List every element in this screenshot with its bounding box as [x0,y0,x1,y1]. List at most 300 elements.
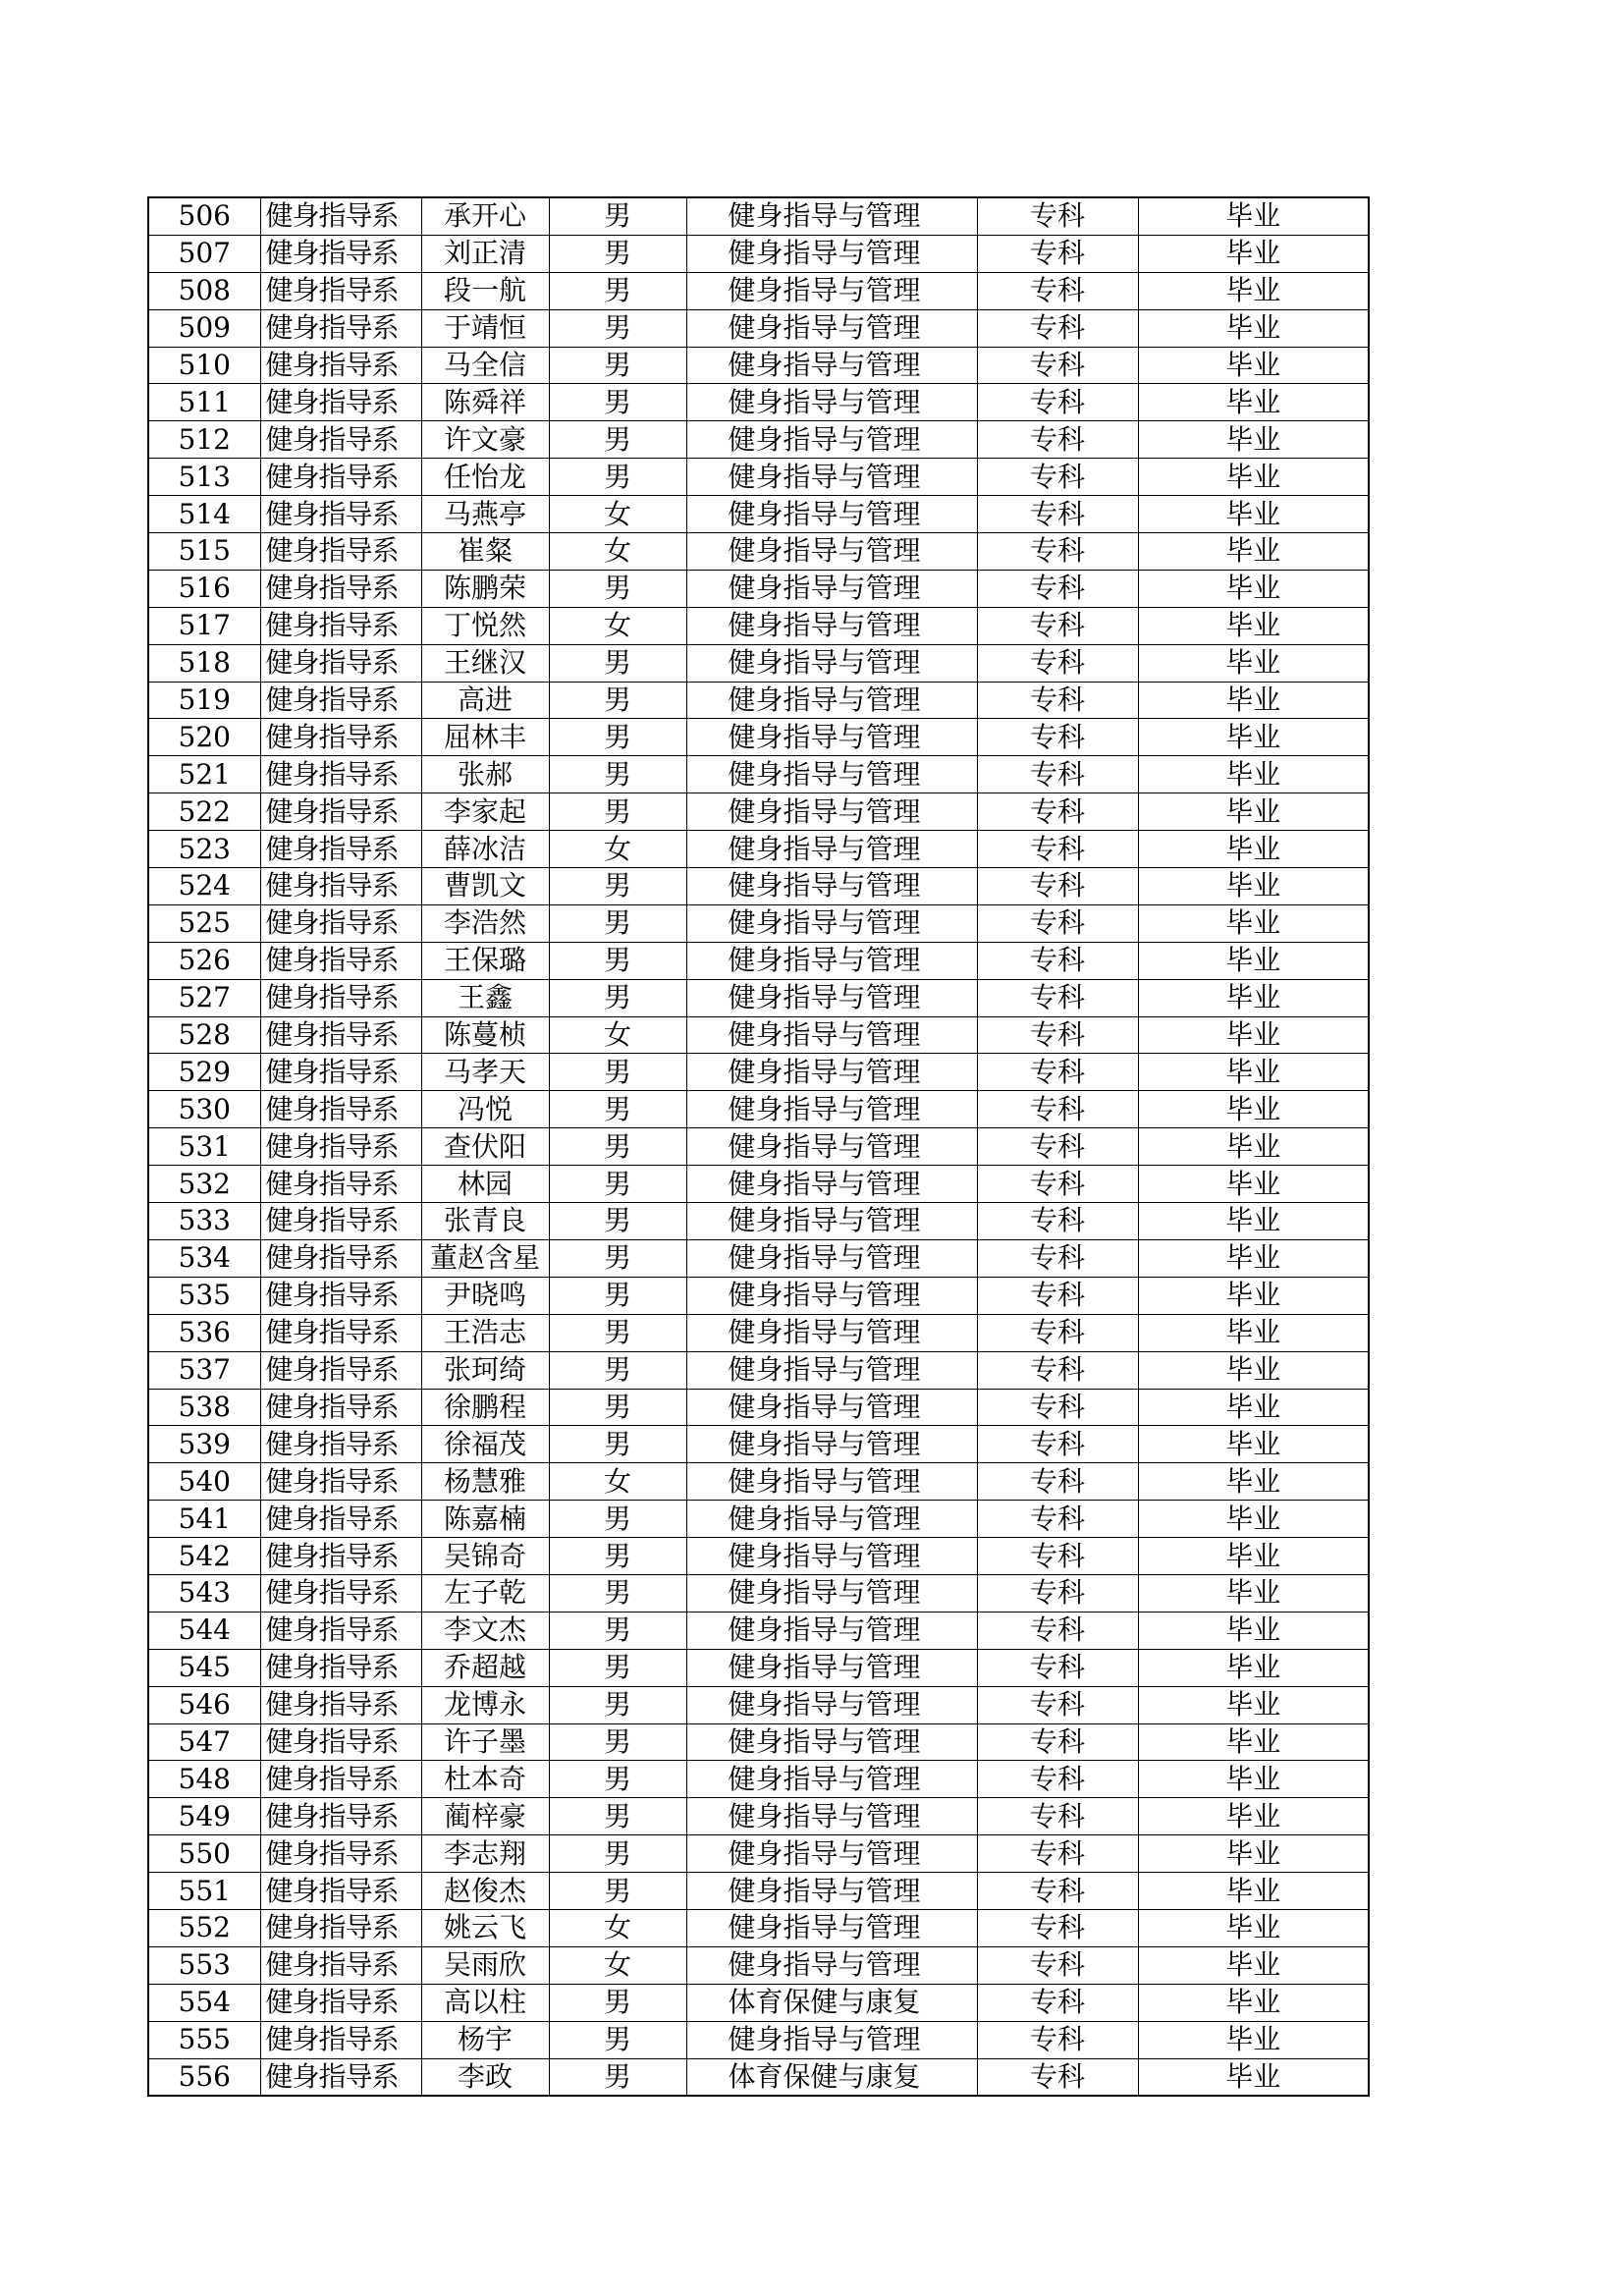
gender-cell: 男 [549,570,686,607]
table-row [148,1203,1369,1240]
table-row [148,682,1369,719]
level-cell: 专科 [977,1091,1138,1128]
status-cell: 毕业 [1138,1203,1369,1240]
row-number-cell: 549 [148,1798,260,1835]
status-cell: 毕业 [1138,1761,1369,1798]
major-cell: 健身指导与管理 [686,607,977,644]
major-cell: 健身指导与管理 [686,384,977,421]
row-number-cell: 517 [148,607,260,644]
major-cell: 健身指导与管理 [686,1723,977,1761]
student-name-cell: 王鑫 [421,979,549,1016]
level-cell: 专科 [977,1984,1138,2021]
gender-cell: 男 [549,1538,686,1575]
gender-cell: 男 [549,1761,686,1798]
row-number-cell: 556 [148,2058,260,2096]
level-cell: 专科 [977,942,1138,979]
table-row [148,1389,1369,1426]
major-cell: 健身指导与管理 [686,347,977,384]
table-row [148,756,1369,793]
level-cell: 专科 [977,421,1138,459]
status-cell: 毕业 [1138,904,1369,942]
level-cell: 专科 [977,1835,1138,1873]
major-cell: 健身指导与管理 [686,942,977,979]
level-cell: 专科 [977,831,1138,868]
row-number-cell: 534 [148,1239,260,1277]
department-cell: 健身指导系 [260,570,421,607]
gender-cell: 女 [549,496,686,533]
row-number-cell: 526 [148,942,260,979]
department-cell: 健身指导系 [260,793,421,831]
major-cell: 健身指导与管理 [686,1761,977,1798]
level-cell: 专科 [977,1203,1138,1240]
row-number-cell: 528 [148,1016,260,1054]
student-name-cell: 吴雨欣 [421,1946,549,1984]
status-cell: 毕业 [1138,1538,1369,1575]
student-name-cell: 马全信 [421,347,549,384]
department-cell: 健身指导系 [260,459,421,496]
status-cell: 毕业 [1138,459,1369,496]
gender-cell: 男 [549,1612,686,1649]
level-cell: 专科 [977,1128,1138,1166]
table-row [148,197,1369,235]
major-cell: 健身指导与管理 [686,1798,977,1835]
gender-cell: 男 [549,421,686,459]
major-cell: 健身指导与管理 [686,1501,977,1538]
student-name-cell: 吴锦奇 [421,1538,549,1575]
status-cell: 毕业 [1138,197,1369,235]
gender-cell: 男 [549,1984,686,2021]
gender-cell: 男 [549,719,686,756]
gender-cell: 男 [549,1798,686,1835]
student-name-cell: 高进 [421,682,549,719]
table-row [148,1277,1369,1314]
level-cell: 专科 [977,1054,1138,1091]
student-roster-table [147,196,1370,2097]
gender-cell: 男 [549,1091,686,1128]
gender-cell: 女 [549,1463,686,1501]
table-row [148,1946,1369,1984]
row-number-cell: 552 [148,1909,260,1946]
level-cell: 专科 [977,533,1138,571]
major-cell: 健身指导与管理 [686,1835,977,1873]
row-number-cell: 524 [148,868,260,905]
major-cell: 健身指导与管理 [686,719,977,756]
row-number-cell: 545 [148,1649,260,1686]
student-name-cell: 于靖恒 [421,309,549,347]
department-cell: 健身指导系 [260,644,421,682]
major-cell: 健身指导与管理 [686,570,977,607]
row-number-cell: 518 [148,644,260,682]
major-cell: 健身指导与管理 [686,904,977,942]
row-number-cell: 550 [148,1835,260,1873]
student-name-cell: 曹凯文 [421,868,549,905]
gender-cell: 女 [549,1946,686,1984]
gender-cell: 男 [549,1574,686,1612]
table-row [148,1054,1369,1091]
level-cell: 专科 [977,1873,1138,1910]
level-cell: 专科 [977,570,1138,607]
status-cell: 毕业 [1138,2021,1369,2058]
row-number-cell: 520 [148,719,260,756]
student-name-cell: 陈嘉楠 [421,1501,549,1538]
gender-cell: 男 [549,1351,686,1389]
row-number-cell: 525 [148,904,260,942]
student-name-cell: 马燕亭 [421,496,549,533]
table-row [148,2021,1369,2058]
gender-cell: 男 [549,309,686,347]
gender-cell: 男 [549,1426,686,1463]
level-cell: 专科 [977,1761,1138,1798]
student-name-cell: 李政 [421,2058,549,2096]
student-name-cell: 李文杰 [421,1612,549,1649]
student-name-cell: 陈蔓桢 [421,1016,549,1054]
major-cell: 健身指导与管理 [686,1128,977,1166]
level-cell: 专科 [977,347,1138,384]
major-cell: 健身指导与管理 [686,1463,977,1501]
department-cell: 健身指导系 [260,1946,421,1984]
major-cell: 健身指导与管理 [686,1277,977,1314]
status-cell: 毕业 [1138,1984,1369,2021]
table-row [148,979,1369,1016]
major-cell: 健身指导与管理 [686,1203,977,1240]
department-cell: 健身指导系 [260,1649,421,1686]
major-cell: 健身指导与管理 [686,459,977,496]
department-cell: 健身指导系 [260,979,421,1016]
row-number-cell: 512 [148,421,260,459]
row-number-cell: 519 [148,682,260,719]
status-cell: 毕业 [1138,2058,1369,2096]
department-cell: 健身指导系 [260,719,421,756]
status-cell: 毕业 [1138,1835,1369,1873]
department-cell: 健身指导系 [260,235,421,272]
row-number-cell: 533 [148,1203,260,1240]
table-row [148,496,1369,533]
row-number-cell: 554 [148,1984,260,2021]
level-cell: 专科 [977,1389,1138,1426]
gender-cell: 男 [549,1277,686,1314]
department-cell: 健身指导系 [260,272,421,309]
status-cell: 毕业 [1138,644,1369,682]
level-cell: 专科 [977,1239,1138,1277]
status-cell: 毕业 [1138,1389,1369,1426]
major-cell: 健身指导与管理 [686,831,977,868]
table-row [148,384,1369,421]
department-cell: 健身指导系 [260,2021,421,2058]
department-cell: 健身指导系 [260,1909,421,1946]
table-row [148,570,1369,607]
department-cell: 健身指导系 [260,831,421,868]
status-cell: 毕业 [1138,570,1369,607]
department-cell: 健身指导系 [260,1128,421,1166]
row-number-cell: 537 [148,1351,260,1389]
level-cell: 专科 [977,644,1138,682]
level-cell: 专科 [977,682,1138,719]
major-cell: 健身指导与管理 [686,1166,977,1203]
major-cell: 健身指导与管理 [686,533,977,571]
major-cell: 健身指导与管理 [686,2021,977,2058]
gender-cell: 男 [549,1686,686,1723]
level-cell: 专科 [977,1538,1138,1575]
department-cell: 健身指导系 [260,1389,421,1426]
row-number-cell: 527 [148,979,260,1016]
department-cell: 健身指导系 [260,1054,421,1091]
student-name-cell: 徐鹏程 [421,1389,549,1426]
gender-cell: 男 [549,682,686,719]
level-cell: 专科 [977,1426,1138,1463]
gender-cell: 男 [549,793,686,831]
status-cell: 毕业 [1138,1166,1369,1203]
level-cell: 专科 [977,793,1138,831]
major-cell: 健身指导与管理 [686,235,977,272]
status-cell: 毕业 [1138,1574,1369,1612]
gender-cell: 男 [549,1723,686,1761]
status-cell: 毕业 [1138,719,1369,756]
student-name-cell: 龙博永 [421,1686,549,1723]
department-cell: 健身指导系 [260,309,421,347]
row-number-cell: 511 [148,384,260,421]
major-cell: 健身指导与管理 [686,682,977,719]
table-row [148,904,1369,942]
table-row [148,1574,1369,1612]
table-row [148,1501,1369,1538]
student-name-cell: 任怡龙 [421,459,549,496]
table-row [148,942,1369,979]
status-cell: 毕业 [1138,607,1369,644]
status-cell: 毕业 [1138,1463,1369,1501]
major-cell: 健身指导与管理 [686,1649,977,1686]
table-row [148,533,1369,571]
status-cell: 毕业 [1138,1612,1369,1649]
table-row [148,1984,1369,2021]
table-row [148,1426,1369,1463]
table-row [148,272,1369,309]
row-number-cell: 536 [148,1314,260,1351]
row-number-cell: 532 [148,1166,260,1203]
status-cell: 毕业 [1138,1351,1369,1389]
row-number-cell: 523 [148,831,260,868]
table-row [148,868,1369,905]
level-cell: 专科 [977,197,1138,235]
student-name-cell: 林园 [421,1166,549,1203]
gender-cell: 男 [549,942,686,979]
student-name-cell: 李家起 [421,793,549,831]
major-cell: 健身指导与管理 [686,421,977,459]
department-cell: 健身指导系 [260,197,421,235]
status-cell: 毕业 [1138,979,1369,1016]
table-row [148,1128,1369,1166]
row-number-cell: 551 [148,1873,260,1910]
row-number-cell: 539 [148,1426,260,1463]
major-cell: 健身指导与管理 [686,272,977,309]
department-cell: 健身指导系 [260,1574,421,1612]
row-number-cell: 510 [148,347,260,384]
major-cell: 健身指导与管理 [686,756,977,793]
status-cell: 毕业 [1138,1314,1369,1351]
gender-cell: 女 [549,831,686,868]
status-cell: 毕业 [1138,942,1369,979]
level-cell: 专科 [977,904,1138,942]
status-cell: 毕业 [1138,272,1369,309]
level-cell: 专科 [977,868,1138,905]
row-number-cell: 546 [148,1686,260,1723]
level-cell: 专科 [977,272,1138,309]
status-cell: 毕业 [1138,1501,1369,1538]
table-row [148,235,1369,272]
gender-cell: 男 [549,459,686,496]
gender-cell: 男 [549,347,686,384]
table-row [148,1351,1369,1389]
status-cell: 毕业 [1138,1054,1369,1091]
level-cell: 专科 [977,235,1138,272]
table-row [148,347,1369,384]
student-name-cell: 陈舜祥 [421,384,549,421]
table-row [148,1835,1369,1873]
level-cell: 专科 [977,1016,1138,1054]
gender-cell: 女 [549,1016,686,1054]
row-number-cell: 522 [148,793,260,831]
student-name-cell: 姚云飞 [421,1909,549,1946]
level-cell: 专科 [977,1351,1138,1389]
student-name-cell: 高以柱 [421,1984,549,2021]
department-cell: 健身指导系 [260,1277,421,1314]
major-cell: 健身指导与管理 [686,496,977,533]
student-name-cell: 徐福茂 [421,1426,549,1463]
department-cell: 健身指导系 [260,942,421,979]
student-name-cell: 杨慧雅 [421,1463,549,1501]
status-cell: 毕业 [1138,1277,1369,1314]
status-cell: 毕业 [1138,1946,1369,1984]
level-cell: 专科 [977,1166,1138,1203]
student-name-cell: 薛冰洁 [421,831,549,868]
department-cell: 健身指导系 [260,1016,421,1054]
gender-cell: 男 [549,756,686,793]
gender-cell: 男 [549,197,686,235]
student-name-cell: 屈林丰 [421,719,549,756]
gender-cell: 男 [549,1389,686,1426]
level-cell: 专科 [977,1946,1138,1984]
major-cell: 健身指导与管理 [686,1426,977,1463]
table-row [148,1649,1369,1686]
gender-cell: 男 [549,1873,686,1910]
major-cell: 体育保健与康复 [686,1984,977,2021]
department-cell: 健身指导系 [260,1091,421,1128]
student-name-cell: 尹晓鸣 [421,1277,549,1314]
table-row [148,1761,1369,1798]
student-name-cell: 崔粲 [421,533,549,571]
major-cell: 健身指导与管理 [686,1909,977,1946]
row-number-cell: 538 [148,1389,260,1426]
department-cell: 健身指导系 [260,1835,421,1873]
level-cell: 专科 [977,2058,1138,2096]
gender-cell: 女 [549,533,686,571]
department-cell: 健身指导系 [260,1686,421,1723]
table-row [148,459,1369,496]
student-name-cell: 左子乾 [421,1574,549,1612]
table-row [148,1314,1369,1351]
row-number-cell: 509 [148,309,260,347]
gender-cell: 男 [549,1314,686,1351]
status-cell: 毕业 [1138,235,1369,272]
status-cell: 毕业 [1138,1128,1369,1166]
table-row [148,1239,1369,1277]
gender-cell: 男 [549,235,686,272]
status-cell: 毕业 [1138,682,1369,719]
student-name-cell: 乔超越 [421,1649,549,1686]
department-cell: 健身指导系 [260,496,421,533]
level-cell: 专科 [977,1909,1138,1946]
department-cell: 健身指导系 [260,1798,421,1835]
row-number-cell: 529 [148,1054,260,1091]
department-cell: 健身指导系 [260,756,421,793]
student-name-cell: 承开心 [421,197,549,235]
department-cell: 健身指导系 [260,533,421,571]
student-name-cell: 蔺梓豪 [421,1798,549,1835]
student-name-cell: 王保璐 [421,942,549,979]
student-name-cell: 董赵含星 [421,1239,549,1277]
row-number-cell: 543 [148,1574,260,1612]
department-cell: 健身指导系 [260,1351,421,1389]
row-number-cell: 535 [148,1277,260,1314]
row-number-cell: 507 [148,235,260,272]
student-name-cell: 张珂绮 [421,1351,549,1389]
major-cell: 健身指导与管理 [686,309,977,347]
table-row [148,1463,1369,1501]
status-cell: 毕业 [1138,309,1369,347]
department-cell: 健身指导系 [260,347,421,384]
table-row [148,1016,1369,1054]
major-cell: 健身指导与管理 [686,1239,977,1277]
department-cell: 健身指导系 [260,1426,421,1463]
department-cell: 健身指导系 [260,904,421,942]
table-row [148,1686,1369,1723]
row-number-cell: 544 [148,1612,260,1649]
level-cell: 专科 [977,719,1138,756]
student-name-cell: 许文豪 [421,421,549,459]
gender-cell: 男 [549,1239,686,1277]
level-cell: 专科 [977,1314,1138,1351]
student-name-cell: 许子墨 [421,1723,549,1761]
row-number-cell: 542 [148,1538,260,1575]
status-cell: 毕业 [1138,793,1369,831]
gender-cell: 男 [549,1203,686,1240]
table-row [148,1798,1369,1835]
gender-cell: 男 [549,384,686,421]
department-cell: 健身指导系 [260,2058,421,2096]
level-cell: 专科 [977,756,1138,793]
department-cell: 健身指导系 [260,1761,421,1798]
department-cell: 健身指导系 [260,1723,421,1761]
major-cell: 健身指导与管理 [686,793,977,831]
student-name-cell: 陈鹏荣 [421,570,549,607]
status-cell: 毕业 [1138,421,1369,459]
major-cell: 健身指导与管理 [686,1054,977,1091]
level-cell: 专科 [977,2021,1138,2058]
status-cell: 毕业 [1138,1873,1369,1910]
student-name-cell: 查伏阳 [421,1128,549,1166]
gender-cell: 女 [549,607,686,644]
student-name-cell: 李浩然 [421,904,549,942]
major-cell: 健身指导与管理 [686,1314,977,1351]
row-number-cell: 508 [148,272,260,309]
major-cell: 健身指导与管理 [686,1873,977,1910]
row-number-cell: 555 [148,2021,260,2058]
gender-cell: 男 [549,904,686,942]
status-cell: 毕业 [1138,533,1369,571]
level-cell: 专科 [977,1574,1138,1612]
row-number-cell: 513 [148,459,260,496]
department-cell: 健身指导系 [260,607,421,644]
table-row [148,1909,1369,1946]
